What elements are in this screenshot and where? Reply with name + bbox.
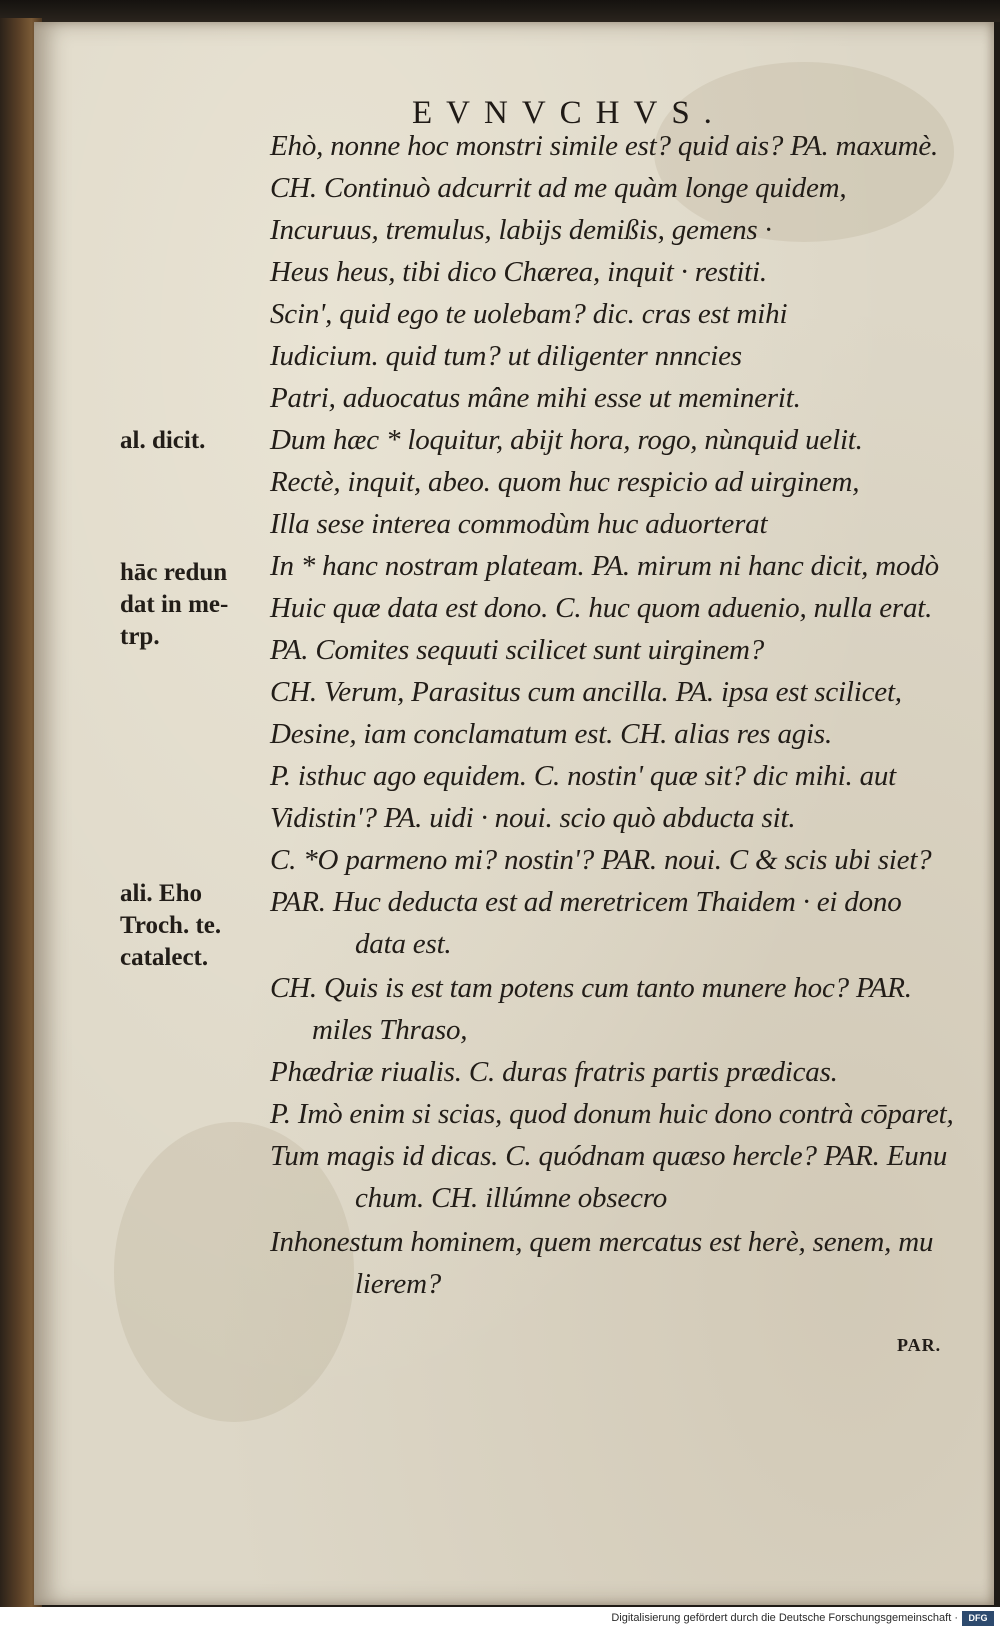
text-line: Heus heus, tibi dico Chærea, inquit · restiti.: [270, 256, 767, 288]
text-line: Scin', quid ego te uolebam? dic. cras est mihi: [270, 298, 788, 330]
text-line: P. Imò enim si scias, quod donum huic dono contrà cōparet,: [270, 1098, 954, 1130]
marginal-note: ali. Eho Troch. te. catalect.: [120, 880, 222, 971]
text-line: P. isthuc ago equidem. C. nostin' quæ sit? dic mihi. aut: [270, 760, 897, 792]
text-line: Desine, iam conclamatum est. CH. alias res agis.: [270, 718, 833, 750]
text-line: Incuruus, tremulus, labijs demißis, gemens ·: [270, 214, 772, 246]
text-line: Tum magis id dicas. C. quódnam quæso hercle? PAR. Eunu: [270, 1140, 948, 1172]
text-line: miles Thraso,: [312, 1014, 468, 1046]
text-line: Rectè, inquit, abeo. quom huc respicio ad uirginem,: [270, 466, 860, 498]
digitization-footer: [0, 1607, 1000, 1631]
text-line: Phædriæ riualis. C. duras fratris partis prædicas.: [270, 1056, 838, 1088]
scan-top-edge: [0, 0, 1000, 22]
text-line: data est.: [355, 928, 452, 960]
funding-credit: Digitalisierung gefördert durch die Deutsche Forschungsgemeinschaft ·: [611, 1612, 958, 1624]
text-line: CH. Verum, Parasitus cum ancilla. PA. ipsa est scilicet,: [270, 676, 902, 708]
text-line: Inhonestum hominem, quem mercatus est herè, senem, mu: [270, 1226, 934, 1258]
marginal-note: hāc redun dat in me- trp.: [120, 559, 229, 650]
text-line: Iudicium. quid tum? ut diligenter nnncies: [270, 340, 742, 372]
dfg-logo: DFG: [962, 1611, 994, 1626]
text-line: PA. Comites sequuti scilicet sunt uirginem?: [270, 634, 765, 666]
running-head: EVNVCHVS.: [412, 95, 726, 131]
text-line: Vidistin'? PA. uidi · noui. scio quò abducta sit.: [270, 802, 796, 834]
catchword: PAR.: [897, 1335, 942, 1355]
text-line: Huic quæ data est dono. C. huc quom aduenio, nulla erat.: [270, 592, 933, 624]
text-line: Dum hæc * loquitur, abijt hora, rogo, nùnquid uelit.: [270, 424, 863, 456]
text-line: In * hanc nostram plateam. PA. mirum ni hanc dicit, modò: [270, 550, 939, 582]
text-line: PAR. Huc deducta est ad meretricem Thaidem · ei dono: [270, 886, 902, 918]
text-line: chum. CH. illúmne obsecro: [355, 1182, 668, 1214]
text-line: CH. Quis is est tam potens cum tanto munere hoc? PAR.: [270, 972, 912, 1004]
text-line: lierem?: [355, 1268, 442, 1300]
text-line: Patri, aduocatus mâne mihi esse ut meminerit.: [270, 382, 801, 414]
text-line: Illa sese interea commodùm huc aduorterat: [270, 508, 768, 540]
text-line: C. *O parmeno mi? nostin'? PAR. noui. C & scis ubi siet?: [270, 844, 932, 876]
marginal-note: al. dicit.: [120, 427, 206, 454]
text-line: Ehò, nonne hoc monstri simile est? quid ais? PA. maxumè.: [270, 130, 939, 162]
text-line: CH. Continuò adcurrit ad me quàm longe quidem,: [270, 172, 847, 204]
